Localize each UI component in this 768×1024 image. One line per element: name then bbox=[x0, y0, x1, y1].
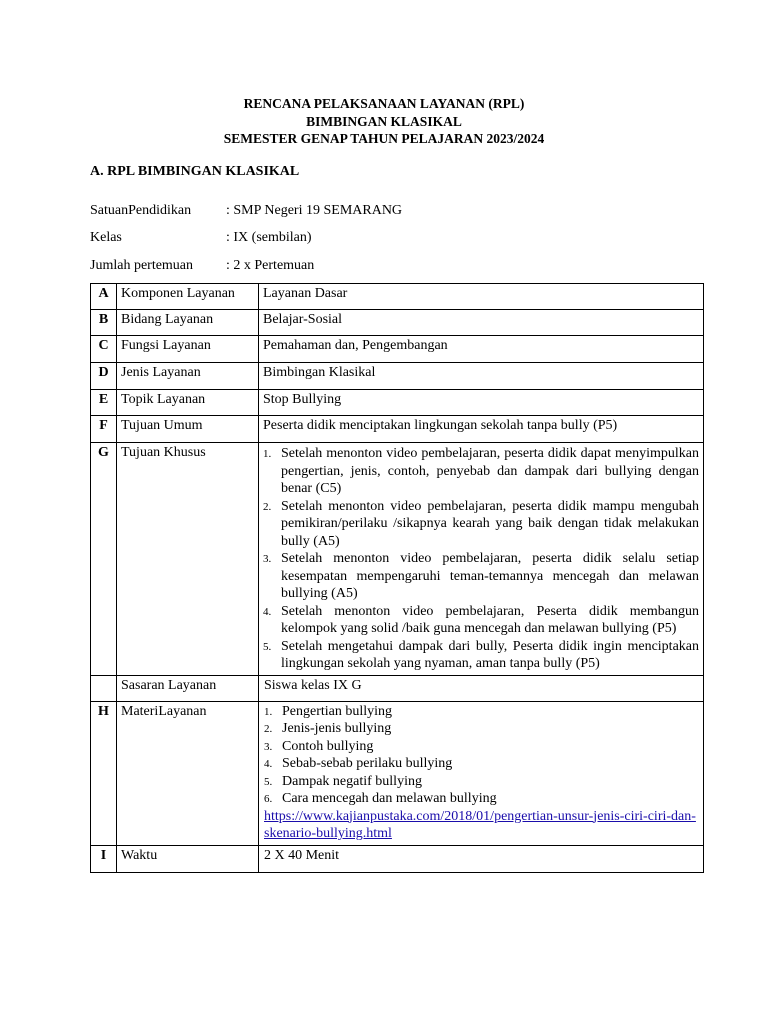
info-label-kelas: Kelas bbox=[90, 230, 122, 245]
info-value-pertemuan: : 2 x Pertemuan bbox=[226, 258, 315, 273]
row-value: Layanan Dasar bbox=[259, 284, 704, 310]
row-label: MateriLayanan bbox=[117, 701, 259, 845]
row-letter: D bbox=[91, 363, 117, 390]
row-label: Waktu bbox=[117, 845, 259, 872]
row-value: Belajar-Sosial bbox=[259, 310, 704, 336]
table-row bbox=[91, 443, 704, 676]
row-label: Komponen Layanan bbox=[117, 284, 259, 310]
row-label: Tujuan Umum bbox=[117, 416, 259, 443]
rpl-table bbox=[90, 283, 704, 873]
row-label: Fungsi Layanan bbox=[117, 336, 259, 363]
doc-title-line-2: BIMBINGAN KLASIKAL bbox=[306, 114, 462, 129]
table-row bbox=[91, 284, 704, 310]
list-item: 1. Setelah menonton video pembelajaran, peserta didik dapat menyimpulkan pengertian, jenis, contoh, penyebab dan dampak dari bullying dengan benar (C5) bbox=[263, 446, 699, 496]
list-item: 6. Cara mencegah dan melawan bullying bbox=[264, 791, 497, 806]
doc-title-line-1: RENCANA PELAKSANAAN LAYANAN (RPL) bbox=[243, 96, 525, 111]
list-item: 2. Jenis-jenis bullying bbox=[264, 721, 392, 736]
row-label: Topik Layanan bbox=[117, 390, 259, 416]
row-label: Jenis Layanan bbox=[117, 363, 259, 390]
row-value: 2 X 40 Menit bbox=[259, 845, 704, 872]
row-value: Siswa kelas IX G bbox=[259, 675, 704, 701]
row-letter: A bbox=[91, 284, 117, 310]
table-row bbox=[91, 416, 704, 443]
row-label: Sasaran Layanan bbox=[117, 675, 259, 701]
section-heading: A. RPL BIMBINGAN KLASIKAL bbox=[90, 164, 300, 179]
row-letter: G bbox=[91, 443, 117, 676]
reference-link[interactable]: https://www.kajianpustaka.com/2018/01/pengertian-unsur-jenis-ciri-ciri-dan-skenario-bullying.html bbox=[264, 808, 696, 841]
table-row bbox=[91, 336, 704, 363]
table-row bbox=[91, 701, 704, 845]
table-row bbox=[91, 390, 704, 416]
row-value: Bimbingan Klasikal bbox=[259, 363, 704, 390]
list-item: 1. Pengertian bullying bbox=[264, 703, 393, 719]
list-item: 5. Dampak negatif bullying bbox=[264, 773, 422, 789]
table-row bbox=[91, 845, 704, 872]
table-row bbox=[91, 310, 704, 336]
list-item: 3. Contoh bullying bbox=[264, 738, 374, 754]
row-letter: B bbox=[91, 310, 117, 336]
info-value-satuan: : SMP Negeri 19 SEMARANG bbox=[226, 203, 403, 218]
list-item: 4. Sebab-sebab perilaku bullying bbox=[264, 756, 453, 771]
row-letter: H bbox=[91, 701, 117, 845]
doc-title-line-3: SEMESTER GENAP TAHUN PELAJARAN 2023/2024 bbox=[223, 131, 545, 146]
info-value-kelas: : IX (sembilan) bbox=[226, 230, 312, 245]
row-value: Stop Bullying bbox=[259, 390, 704, 416]
materi-list bbox=[264, 703, 699, 808]
tujuan-khusus-cell bbox=[259, 443, 704, 676]
row-letter: I bbox=[91, 845, 117, 872]
info-label-pertemuan: Jumlah pertemuan bbox=[90, 258, 194, 273]
row-value: Peserta didik menciptakan lingkungan sekolah tanpa bully (P5) bbox=[259, 416, 704, 443]
row-label: Bidang Layanan bbox=[117, 310, 259, 336]
row-value: Pemahaman dan, Pengembangan bbox=[259, 336, 704, 363]
row-letter bbox=[91, 675, 117, 701]
info-label-satuan: SatuanPendidikan bbox=[90, 203, 192, 218]
list-item: 3. Setelah menonton video pembelajaran, peserta didik selalu setiap kesempatan mempengaruhi teman-temannya mencegah dan melawan bullying (A5) bbox=[263, 551, 699, 601]
tujuan-khusus-list bbox=[263, 445, 699, 673]
row-letter: E bbox=[91, 390, 117, 416]
list-item: 2. Setelah menonton video pembelajaran, peserta didik mampu mengubah pemikiran/perilaku /sikapnya kearah yang baik dengan tidak melakukan bully (A5) bbox=[263, 498, 699, 549]
list-item: 4. Setelah menonton video pembelajaran, Peserta didik membangun kelompok yang solid /baik guna mencegah dan melawan bullying (P5) bbox=[263, 603, 699, 636]
row-label: Tujuan Khusus bbox=[117, 443, 259, 676]
list-item: 5. Setelah mengetahui dampak dari bully, Peserta didik ingin menciptakan lingkungan sekolah yang nyaman, aman tanpa bully (P5) bbox=[263, 638, 699, 671]
table-row bbox=[91, 363, 704, 390]
materi-cell bbox=[259, 701, 704, 845]
row-letter: F bbox=[91, 416, 117, 443]
table-row bbox=[91, 675, 704, 701]
row-letter: C bbox=[91, 336, 117, 363]
